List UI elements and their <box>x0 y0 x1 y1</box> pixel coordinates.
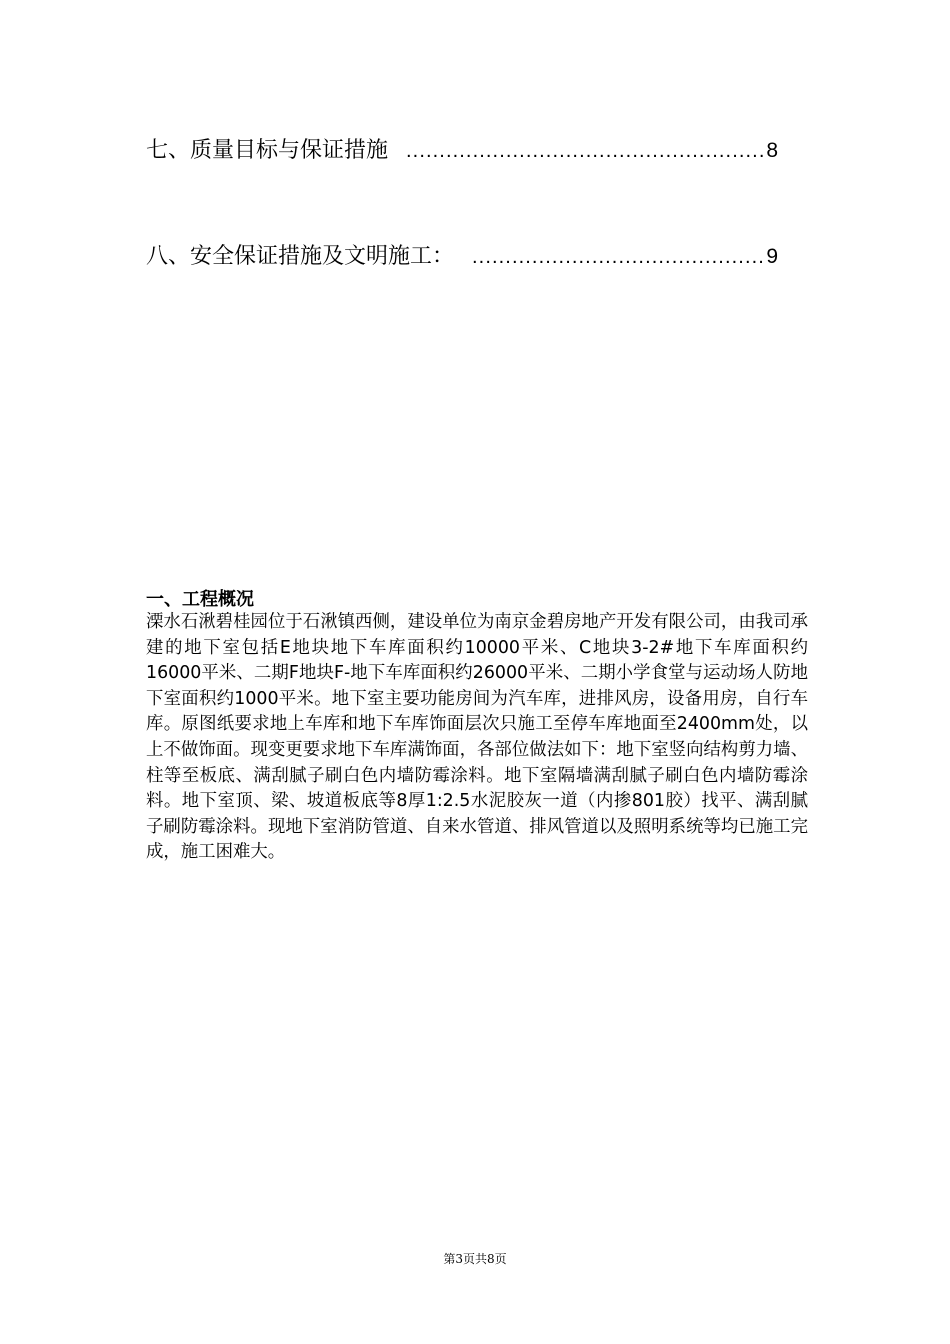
toc-page-number: 9 <box>766 245 778 268</box>
toc-entry-safety[interactable] <box>146 238 778 272</box>
section-body-paragraph: 溧水石湫碧桂园位于石湫镇西侧，建设单位为南京金碧房地产开发有限公司，由我司承建的地下室包括E地块地下车库面积约10000平米、C地块3-2#地下车库面积约16000平米、二期F地块F-地下车库面积约26000平米、二期小学食堂与运动场人防地下室面积约1000平米。地下室主要功能房间为汽车库，进排风房，设备用房，自行车库。原图纸要求地上车库和地下车库饰面层次只施工至停车库地面至2400mm处，以上不做饰面。现变更要求地下车库满饰面，各部位做法如下：地下室竖向结构剪力墙、柱等至板底、满刮腻子刷白色内墙防霉涂料。地下室隔墙满刮腻子刷白色内墙防霉涂料。地下室顶、梁、坡道板底等8厚1:2.5水泥胶灰一道（内掺801胶）找平、满刮腻子刷防霉涂料。现地下室消防管道、自来水管道、排风管道以及照明系统等均已施工完成，施工困难大。 <box>146 612 808 863</box>
page-footer: 第3页共8页 <box>443 1252 507 1266</box>
toc-entry-title: 八、安全保证措施及文明施工： <box>146 244 455 269</box>
toc-dot-leader <box>472 242 764 272</box>
toc-dot-leader <box>406 136 764 166</box>
toc-entry-title: 七、质量目标与保证措施 <box>146 138 389 163</box>
toc-entry-quality[interactable] <box>146 132 778 166</box>
section-heading: 一、工程概况 <box>146 589 254 610</box>
toc-page-number: 8 <box>766 139 778 162</box>
